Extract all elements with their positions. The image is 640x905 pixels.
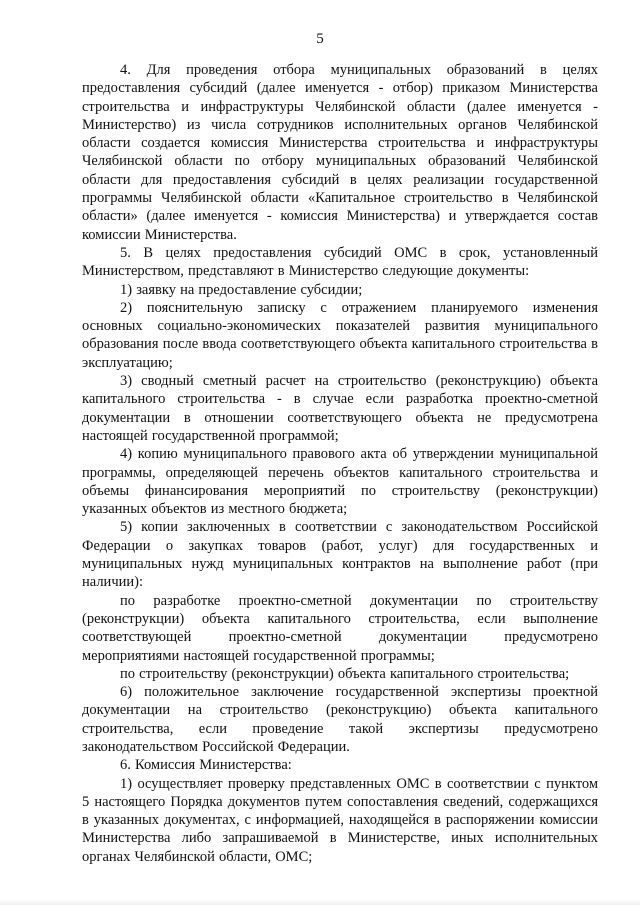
list-item-6-expert-conclusion: 6) положительное заключение государственной экспертизы проектной документации на строительство (реконструкцию) объекта капитального строительства, если проведение такой экспертизы предусмотрено законодательством Российской Федерации. (82, 684, 598, 755)
commission-item-1-verification: 1) осуществляет проверку представленных ОМС в соответствии с пунктом 5 настоящего Порядка документов путем сопоставления сведений, содержащихся в указанных документах, с информацией, находящейся в распоряжении комиссии Министерства либо запрашиваемой в Министерстве, иных исполнительных органах Челябинской области, ОМС; (82, 775, 598, 865)
page-number: 5 (316, 31, 324, 47)
paragraph-5-documents-intro: 5. В целях предоставления субсидий ОМС в срок, установленный Министерством, представляют в Министерство следующие документы: (82, 244, 598, 280)
list-item-5-contract-copies: 5) копии заключенных в соответствии с законодательством Российской Федерации о закупках товаров (работ, услуг) для государственных и муниципальных нужд муниципальных контрактов на выполнение работ (при наличии): (82, 519, 598, 591)
list-item-4-program-act-copy: 4) копию муниципального правового акта об утверждении муниципальной программы, определяющей перечень объектов капитального строительства и объемы финансирования мероприятий по строительству (реконструкции) указанных объектов из местного бюджета; (82, 446, 598, 518)
sub-item-design-documentation: по разработке проектно-сметной документации по строительству (реконструкции) объекта капитального строительства, если выполнение соответствующей проектно-сметной документации предусмотрено мероприятиями настоящей государственной программы; (82, 592, 598, 664)
list-item-2-explanatory-note: 2) пояснительную записку с отражением планируемого изменения основных социально-экономических показателей развития муниципального образования после ввода соответствующего объекта капитального строительства в эксплуатацию; (82, 299, 598, 371)
sub-item-construction: по строительству (реконструкции) объекта капитального строительства; (120, 665, 570, 682)
scan-edge (0, 899, 640, 905)
list-item-3-cost-estimate: 3) сводный сметный расчет на строительство (реконструкцию) объекта капитального строительства - в случае если разработка проектно-сметной документации в отношении соответствующего объекта не предусмотрена настоящей государственной программой; (82, 373, 598, 444)
document-body (82, 61, 598, 866)
list-item-1-application: 1) заявку на предоставление субсидии; (120, 281, 363, 298)
paragraph-4-commission-creation: 4. Для проведения отбора муниципальных образований в целях предоставления субсидий (далее именуется - отбор) приказом Министерства строительства и инфраструктуры Челябинской области (далее именуется - Министерство) из числа сотрудников исполнительных органов Челябинской области создается комиссия Министерства строительства и инфраструктуры Челябинской области по отбору муниципальных образований Челябинской области для предоставления субсидий в целях реализации государственной программы Челябинской области «Капитальное строительство в Челябинской области» (далее именуется - комиссия Министерства) и утверждается состав комиссии Министерства. (82, 62, 598, 243)
paragraph-6-commission-heading: 6. Комиссия Министерства: (120, 757, 292, 774)
